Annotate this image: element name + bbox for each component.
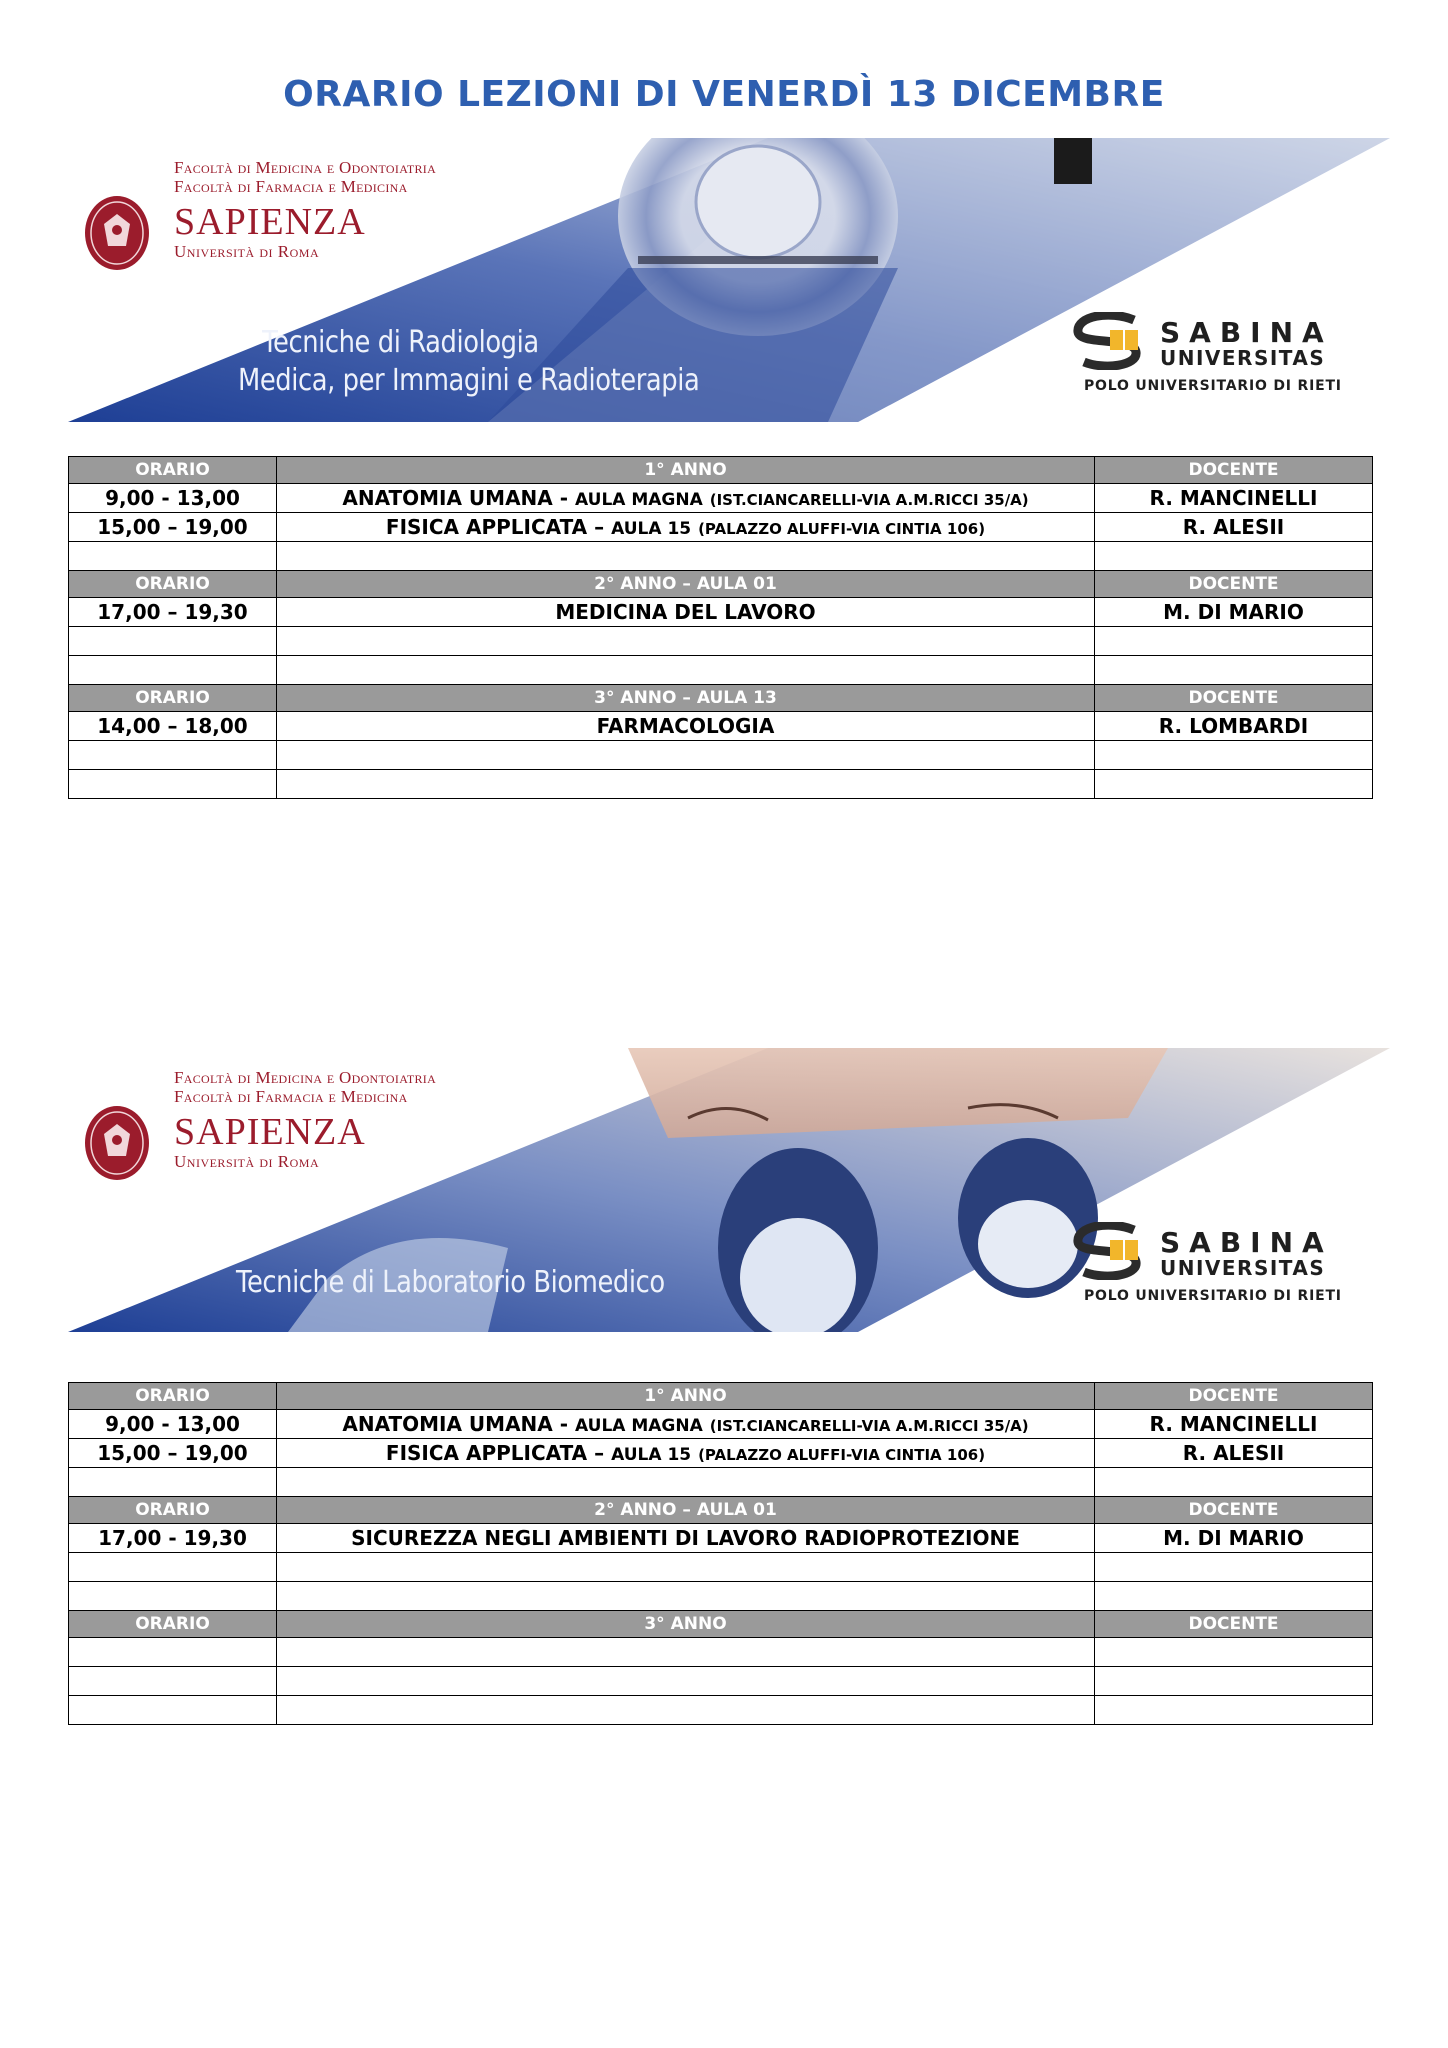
sabina-logo-icon <box>1070 312 1156 370</box>
schedule-table-radiologia <box>68 456 1373 799</box>
lesson-time: 9,00 - 13,00 <box>69 1410 277 1439</box>
separator: - <box>552 486 576 510</box>
lesson-subject: FISICA APPLICATA <box>385 515 588 539</box>
header-year: 3° ANNO <box>277 1611 1095 1638</box>
lesson-place: (PALAZZO ALUFFI-VIA CINTIA 106) <box>698 1446 986 1464</box>
header-docente: DOCENTE <box>1095 685 1373 712</box>
table-header-row <box>69 1383 1373 1410</box>
header-orario: ORARIO <box>69 1611 277 1638</box>
lesson-time: 17,00 – 19,30 <box>69 598 277 627</box>
empty-row <box>69 1582 1373 1611</box>
lesson-teacher: R. ALESII <box>1095 513 1373 542</box>
empty-row <box>69 1553 1373 1582</box>
lesson-teacher: R. LOMBARDI <box>1095 712 1373 741</box>
lesson-teacher: R. MANCINELLI <box>1095 1410 1373 1439</box>
sabina-subtitle: UNIVERSITAS <box>1160 1256 1326 1280</box>
empty-row <box>69 542 1373 571</box>
table-header-row <box>69 1497 1373 1524</box>
lesson-subject: SICUREZZA NEGLI AMBIENTI DI LAVORO RADIOPROTEZIONE <box>277 1524 1095 1553</box>
banner-radiologia <box>68 138 1390 422</box>
course-name-line-1: Tecniche di Radiologia <box>262 325 539 360</box>
lesson-subject: FARMACOLOGIA <box>277 712 1095 741</box>
lesson-subject-cell <box>277 1410 1095 1439</box>
separator: – <box>587 515 612 539</box>
table-row <box>69 484 1373 513</box>
lesson-teacher: M. DI MARIO <box>1095 598 1373 627</box>
header-orario: ORARIO <box>69 685 277 712</box>
table-row <box>69 1524 1373 1553</box>
header-docente: DOCENTE <box>1095 1497 1373 1524</box>
lesson-subject-cell <box>277 513 1095 542</box>
header-year: 1° ANNO <box>277 457 1095 484</box>
sabina-name: SABINA <box>1160 1226 1333 1259</box>
lesson-room: AULA MAGNA <box>575 490 703 510</box>
sabina-polo: POLO UNIVERSITARIO DI RIETI <box>1084 1288 1342 1304</box>
university-subtitle: Università di Roma <box>174 1152 320 1171</box>
lesson-time: 17,00 - 19,30 <box>69 1524 277 1553</box>
course-name-line-2: Medica, per Immagini e Radioterapia <box>238 363 700 398</box>
table-row <box>69 513 1373 542</box>
header-docente: DOCENTE <box>1095 1383 1373 1410</box>
header-year: 1° ANNO <box>277 1383 1095 1410</box>
lesson-subject: ANATOMIA UMANA <box>342 486 553 510</box>
faculty-line-2: Facoltà di Farmacia e Medicina <box>174 1087 408 1106</box>
sapienza-seal-icon <box>84 1104 150 1182</box>
header-docente: DOCENTE <box>1095 571 1373 598</box>
separator: - <box>552 1412 576 1436</box>
sabina-name: SABINA <box>1160 316 1333 349</box>
schedule-table-laboratorio <box>68 1382 1373 1725</box>
lesson-time: 14,00 – 18,00 <box>69 712 277 741</box>
header-orario: ORARIO <box>69 1383 277 1410</box>
empty-row <box>69 627 1373 656</box>
lesson-teacher: M. DI MARIO <box>1095 1524 1373 1553</box>
university-subtitle: Università di Roma <box>174 242 320 261</box>
lesson-subject-cell <box>277 484 1095 513</box>
sabina-subtitle: UNIVERSITAS <box>1160 346 1326 370</box>
lesson-teacher: R. MANCINELLI <box>1095 484 1373 513</box>
banner-laboratorio <box>68 1048 1390 1332</box>
header-docente: DOCENTE <box>1095 1611 1373 1638</box>
lesson-time: 9,00 - 13,00 <box>69 484 277 513</box>
lesson-subject-cell <box>277 1439 1095 1468</box>
university-name: SAPIENZA <box>174 201 366 243</box>
separator: – <box>587 1441 612 1465</box>
table-header-row <box>69 685 1373 712</box>
lesson-place: (PALAZZO ALUFFI-VIA CINTIA 106) <box>698 520 986 538</box>
page-title: ORARIO LEZIONI DI VENERDÌ 13 DICEMBRE <box>283 74 1165 115</box>
lesson-place: (IST.CIANCARELLI-VIA A.M.RICCI 35/A) <box>709 491 1029 509</box>
sabina-polo: POLO UNIVERSITARIO DI RIETI <box>1084 378 1342 394</box>
faculty-line-2: Facoltà di Farmacia e Medicina <box>174 177 408 196</box>
table-header-row <box>69 1611 1373 1638</box>
empty-row <box>69 656 1373 685</box>
header-year: 2° ANNO – AULA 01 <box>277 1497 1095 1524</box>
empty-row <box>69 1696 1373 1725</box>
empty-row <box>69 1638 1373 1667</box>
empty-row <box>69 1468 1373 1497</box>
table-row <box>69 712 1373 741</box>
lesson-time: 15,00 – 19,00 <box>69 1439 277 1468</box>
lesson-time: 15,00 – 19,00 <box>69 513 277 542</box>
table-row <box>69 598 1373 627</box>
faculty-line-1: Facoltà di Medicina e Odontoiatria <box>174 158 437 177</box>
lesson-room: AULA 15 <box>611 1445 692 1465</box>
lesson-subject: FISICA APPLICATA <box>385 1441 588 1465</box>
lesson-room: AULA 15 <box>611 519 692 539</box>
lesson-place: (IST.CIANCARELLI-VIA A.M.RICCI 35/A) <box>709 1417 1029 1435</box>
header-orario: ORARIO <box>69 1497 277 1524</box>
header-orario: ORARIO <box>69 571 277 598</box>
header-docente: DOCENTE <box>1095 457 1373 484</box>
table-row <box>69 1410 1373 1439</box>
faculty-line-1: Facoltà di Medicina e Odontoiatria <box>174 1068 437 1087</box>
lesson-room: AULA MAGNA <box>575 1416 703 1436</box>
table-header-row <box>69 571 1373 598</box>
empty-row <box>69 741 1373 770</box>
header-orario: ORARIO <box>69 457 277 484</box>
lesson-teacher: R. ALESII <box>1095 1439 1373 1468</box>
sabina-logo-icon <box>1070 1222 1156 1280</box>
university-name: SAPIENZA <box>174 1111 366 1153</box>
lesson-subject: ANATOMIA UMANA <box>342 1412 553 1436</box>
table-header-row <box>69 457 1373 484</box>
lesson-subject: MEDICINA DEL LAVORO <box>277 598 1095 627</box>
empty-row <box>69 770 1373 799</box>
table-row <box>69 1439 1373 1468</box>
empty-row <box>69 1667 1373 1696</box>
header-year: 2° ANNO – AULA 01 <box>277 571 1095 598</box>
course-name-line-1: Tecniche di Laboratorio Biomedico <box>236 1265 665 1300</box>
sapienza-seal-icon <box>84 194 150 272</box>
header-year: 3° ANNO – AULA 13 <box>277 685 1095 712</box>
